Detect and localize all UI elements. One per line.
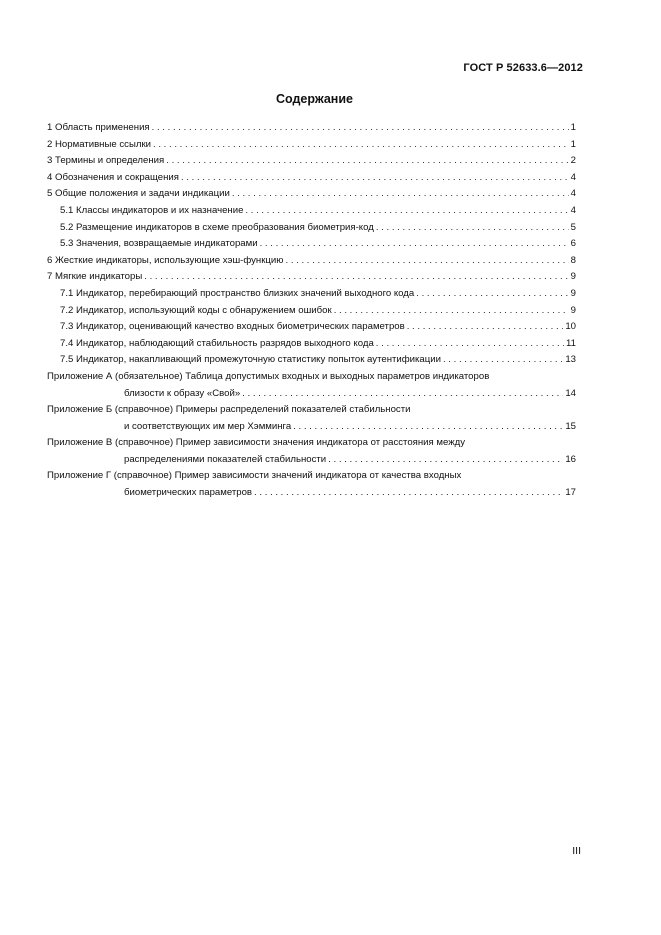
toc-entry-page: 15 — [565, 420, 576, 432]
toc-appendix-entry[interactable] — [47, 435, 576, 468]
toc-entry-title: 4 Обозначения и сокращения — [47, 171, 179, 183]
toc-entry-title: 2 Нормативные ссылки — [47, 138, 152, 150]
toc-entry-page: 13 — [565, 354, 576, 366]
toc-entry[interactable] — [47, 269, 576, 286]
toc-entry-title: 7.5 Индикатор, накапливающий промежуточную статистику попыток аутентификации — [60, 354, 441, 366]
toc-entry-title: 1 Область применения — [47, 122, 150, 133]
toc-entry-page: 5 — [570, 221, 576, 233]
dot-leader — [293, 419, 563, 436]
toc-entry-page: 9 — [570, 287, 576, 299]
toc-entry-title: 5 Общие положения и задачи индикации — [47, 188, 230, 200]
toc-entry-page: 14 — [565, 387, 576, 399]
dot-leader — [245, 203, 568, 220]
dot-leader — [232, 186, 569, 203]
toc-entry-title: 7 Мягкие индикаторы — [47, 271, 143, 283]
toc-entry-title: 5.1 Классы индикаторов и их назначение — [60, 204, 244, 216]
toc-entry[interactable] — [47, 153, 576, 170]
table-of-contents — [47, 120, 576, 502]
toc-entry-title: 6 Жесткие индикаторы, использующие хэш-функцию — [47, 254, 284, 266]
toc-entry-page: 16 — [565, 453, 576, 465]
dot-leader — [153, 137, 569, 154]
toc-subentry[interactable] — [47, 352, 576, 369]
toc-entry-title: 7.4 Индикатор, наблюдающий стабильность разрядов выходного кода — [60, 337, 374, 349]
toc-entry-title: 7.3 Индикатор, оценивающий качество входных биометрических параметров — [60, 321, 405, 333]
toc-entry-page: 10 — [565, 321, 576, 333]
toc-entry-title: 5.2 Размещение индикаторов в схеме преобразования биометрия-код — [60, 221, 374, 233]
appendix-title-continued: и соответствующих им мер Хэмминга — [124, 420, 292, 432]
toc-entry-title: 7.1 Индикатор, перебирающий пространство близких значений выходного кода — [60, 287, 415, 299]
dot-leader — [285, 253, 568, 270]
dot-leader — [334, 303, 569, 320]
appendix-title: Приложение А (обязательное) Таблица допустимых входных и выходных параметров индикаторов — [47, 370, 490, 382]
toc-subentry[interactable] — [47, 220, 576, 237]
toc-entry-page: 9 — [570, 271, 576, 283]
dot-leader — [166, 153, 568, 170]
toc-entry-page: 1 — [570, 138, 576, 150]
toc-entry-title: 5.3 Значения, возвращаемые индикаторами — [60, 238, 258, 250]
appendix-title: Приложение В (справочное) Пример зависимости значения индикатора от расстояния между — [47, 437, 466, 449]
toc-entry-page: 9 — [570, 304, 576, 316]
toc-entry[interactable] — [47, 137, 576, 154]
toc-entry-title: 7.2 Индикатор, использующий коды с обнаружением ошибок — [60, 304, 332, 316]
toc-entry-title: 3 Термины и определения — [47, 155, 165, 167]
dot-leader — [260, 236, 569, 253]
dot-leader — [254, 485, 563, 502]
toc-entry[interactable] — [47, 253, 576, 270]
dot-leader — [144, 269, 568, 286]
dot-leader — [242, 386, 563, 403]
dot-leader — [416, 286, 568, 303]
dot-leader — [443, 352, 563, 369]
dot-leader — [181, 170, 569, 187]
appendix-title-continued: близости к образу «Свой» — [124, 387, 241, 399]
appendix-title-continued: биометрических параметров — [124, 487, 253, 499]
toc-appendix-entry[interactable] — [47, 468, 576, 501]
toc-entry-page: 8 — [570, 254, 576, 266]
dot-leader — [407, 319, 564, 336]
toc-subentry[interactable] — [47, 336, 576, 353]
appendix-title: Приложение Г (справочное) Пример зависимости значений индикатора от качества входных — [47, 470, 462, 482]
toc-entry-page: 4 — [570, 171, 576, 183]
toc-entry[interactable] — [47, 186, 576, 203]
toc-entry-page: 4 — [570, 188, 576, 200]
document-standard-header: ГОСТ Р 52633.6—2012 — [463, 62, 583, 74]
toc-entry-page: 17 — [565, 487, 576, 499]
dot-leader — [376, 336, 564, 353]
appendix-title: Приложение Б (справочное) Примеры распределений показателей стабильности — [47, 404, 411, 416]
toc-subentry[interactable] — [47, 203, 576, 220]
toc-entry[interactable] — [47, 170, 576, 187]
page-number: III — [572, 845, 581, 857]
toc-subentry[interactable] — [47, 286, 576, 303]
toc-subentry[interactable] — [47, 303, 576, 320]
dot-leader — [328, 452, 563, 469]
toc-entry-page: 11 — [566, 337, 576, 349]
toc-subentry[interactable] — [47, 236, 576, 253]
toc-entry-page: 1 — [570, 122, 576, 133]
toc-entry[interactable] — [47, 120, 576, 137]
dot-leader — [152, 120, 569, 137]
toc-heading: Содержание — [275, 92, 353, 106]
toc-entry-page: 2 — [570, 155, 576, 167]
dot-leader — [376, 220, 569, 237]
toc-entry-page: 4 — [570, 204, 576, 216]
toc-entry-page: 6 — [570, 238, 576, 250]
toc-appendix-entry[interactable] — [47, 402, 576, 435]
toc-subentry[interactable] — [47, 319, 576, 336]
toc-appendix-entry[interactable] — [47, 369, 576, 402]
appendix-title-continued: распределениями показателей стабильности — [124, 453, 327, 465]
